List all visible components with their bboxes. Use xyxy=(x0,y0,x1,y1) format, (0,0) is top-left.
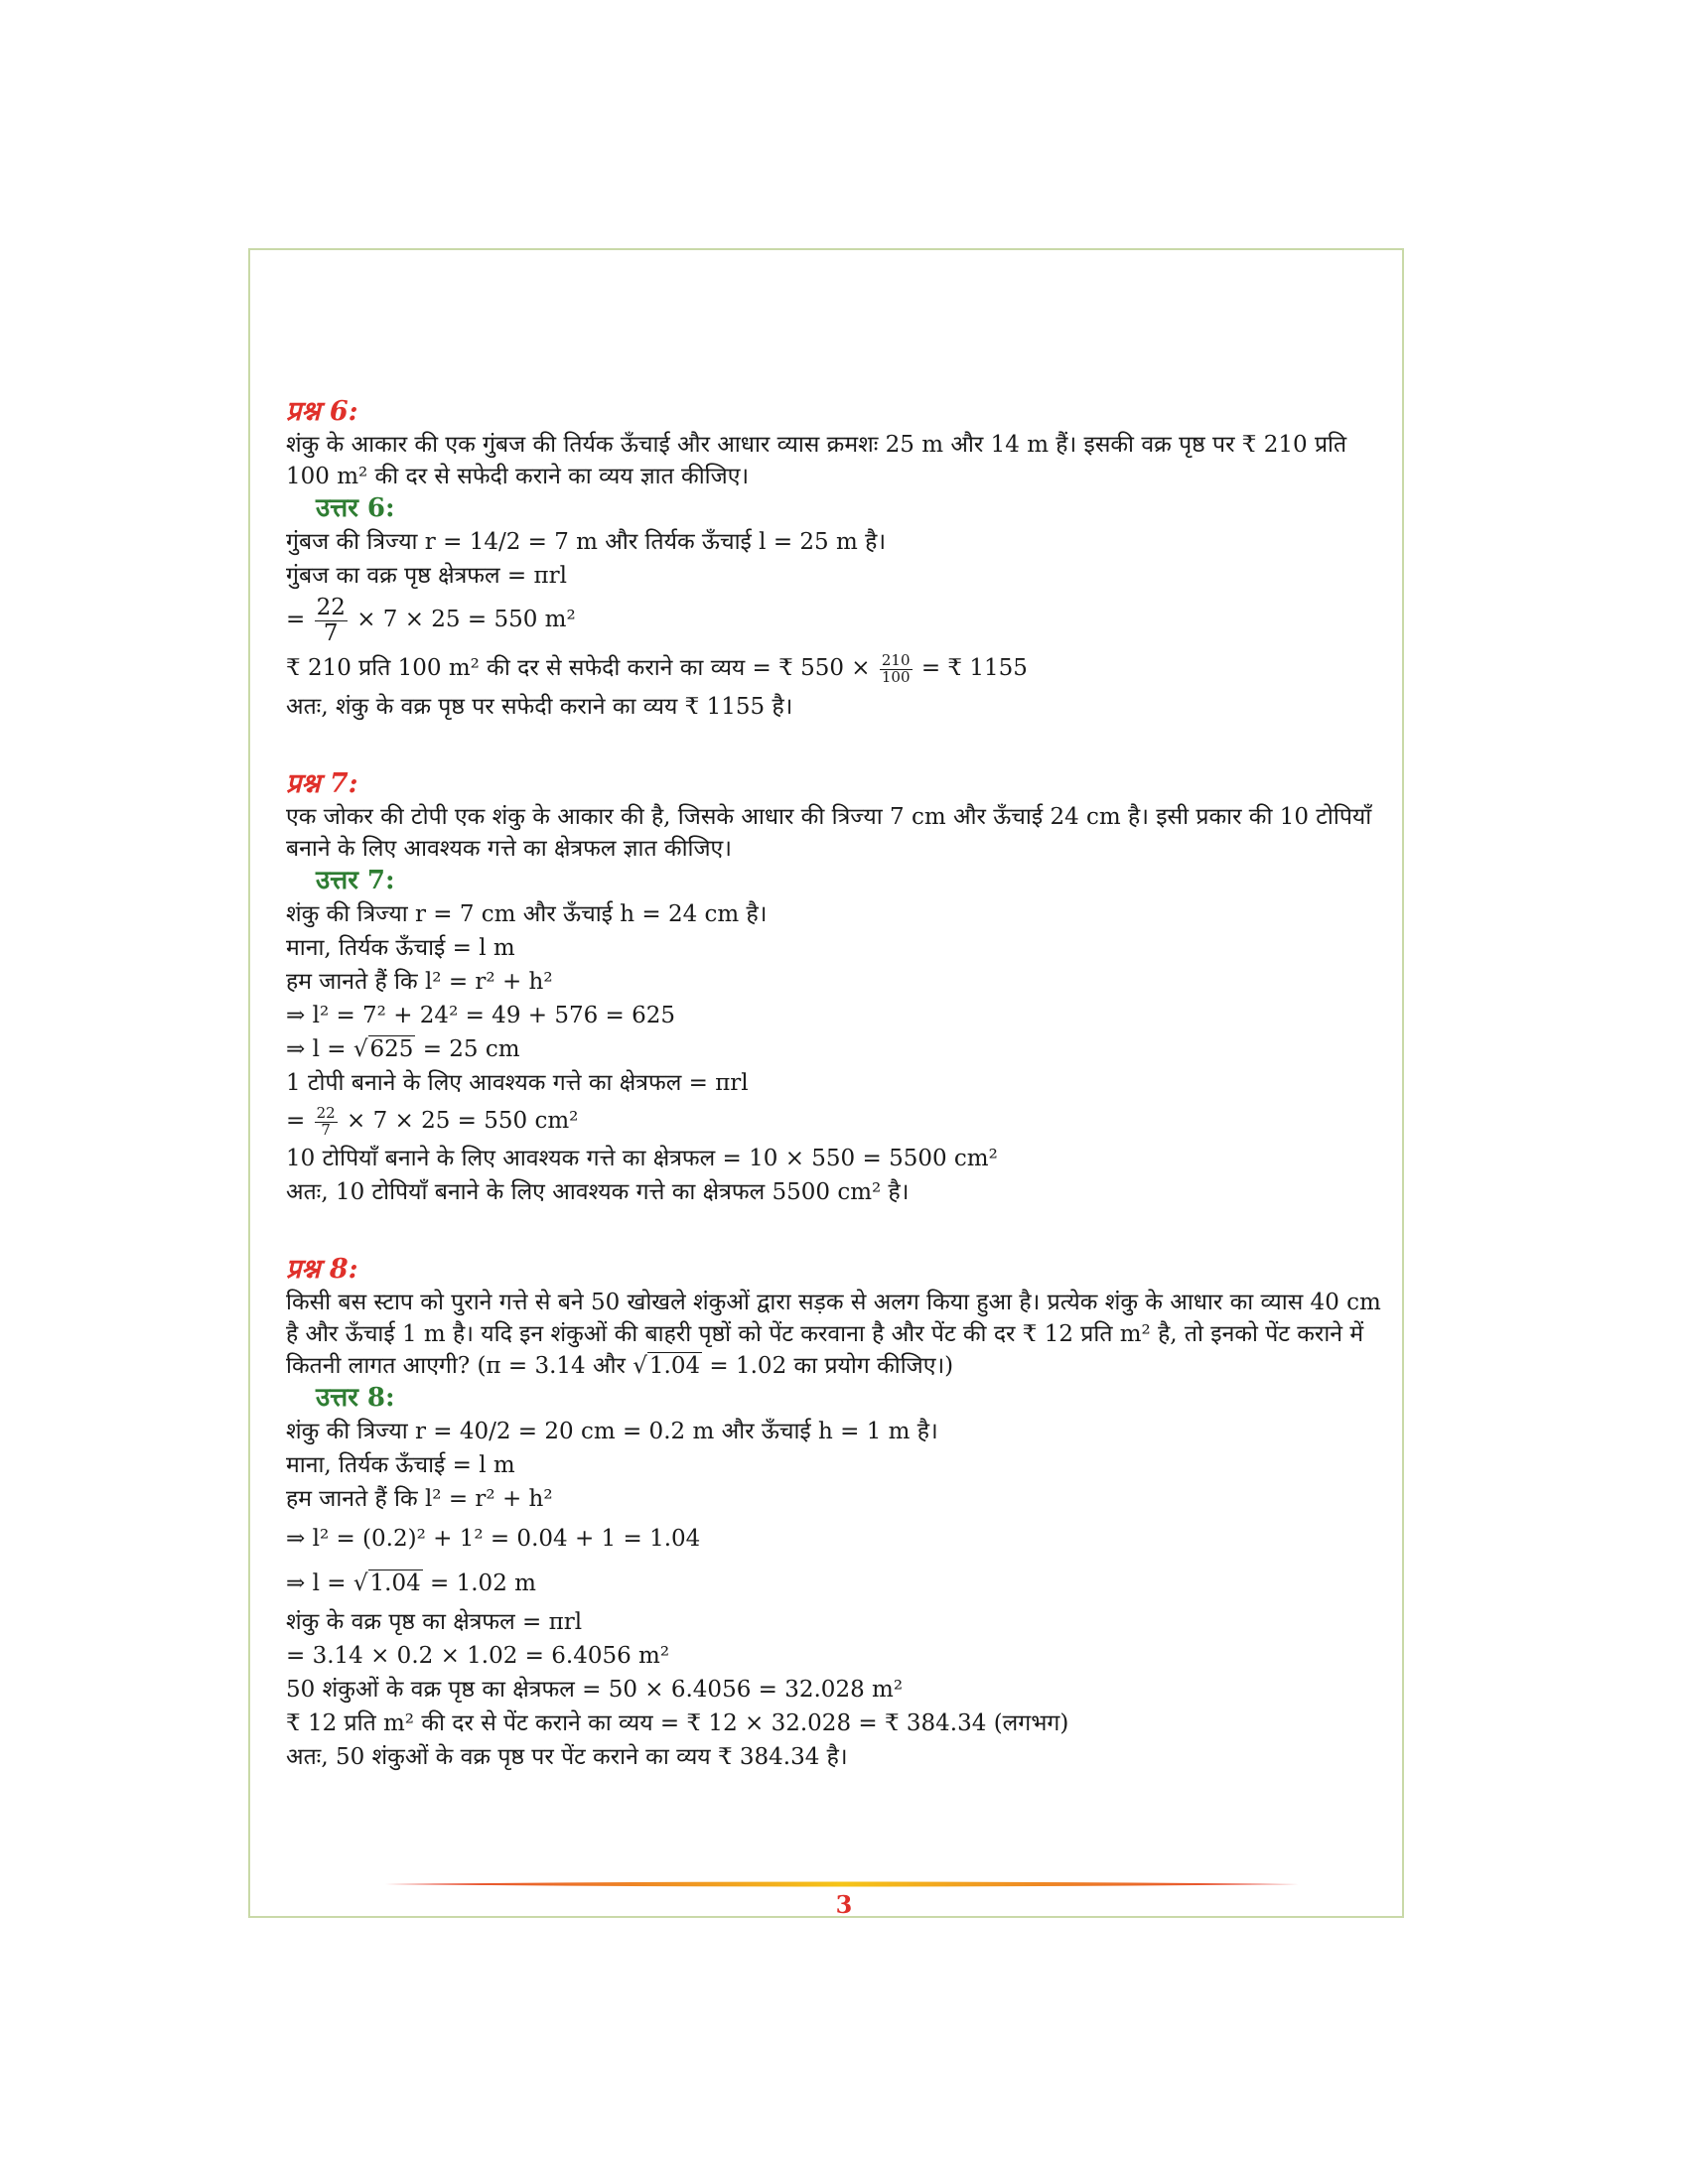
answer-8-line-8: 50 शंकुओं के वक्र पृष्ठ का क्षेत्रफल = 50 × 6.4056 = 32.028 m² xyxy=(286,1677,904,1703)
answer-6-line-2: गुंबज का वक्र पृष्ठ क्षेत्रफल = πrl xyxy=(286,563,567,589)
question-8-text xyxy=(286,1287,1384,1382)
fraction xyxy=(315,596,348,644)
answer-6-line-4-pre: ₹ 210 प्रति 100 m² की दर से सफेदी कराने का व्यय = ₹ 550 × xyxy=(286,655,871,681)
radicand: 625 xyxy=(369,1036,414,1062)
answer-6-line-3-pre: = xyxy=(286,607,306,632)
question-7-heading: प्रश्न 7: xyxy=(286,768,358,799)
question-8-text-a: किसी बस स्टाप को पुराने गत्ते से बने 50 खोखले शंकुओं द्वारा सड़क से अलग किया हुआ है। प्रत्येक शंकु के आधार का व्यास 40 cm है और ऊँचाई 1 m है। यदि इन शंकुओं की बाहरी पृष्ठों को पेंट करवाना है और पेंट की दर ₹ 12 प्रति m² है, तो इनको पेंट कराने में कितनी लागत आएगी? (π = 3.14 और xyxy=(286,1290,1381,1379)
fraction-denominator: 7 xyxy=(323,619,339,646)
answer-6-line-3 xyxy=(286,593,1384,646)
answer-7-line-5 xyxy=(286,1032,1384,1066)
answer-8-line-3: हम जानते हैं कि l² = r² + h² xyxy=(286,1486,553,1512)
answer-7-line-5-post: = 25 cm xyxy=(422,1036,520,1062)
fraction xyxy=(880,650,913,686)
answer-7-line-9: अतः, 10 टोपियाँ बनाने के लिए आवश्यक गत्ते का क्षेत्रफल 5500 cm² है। xyxy=(286,1179,910,1205)
question-8-heading: प्रश्न 8: xyxy=(286,1254,358,1285)
answer-7-line-6: 1 टोपी बनाने के लिए आवश्यक गत्ते का क्षेत्रफल = πrl xyxy=(286,1070,749,1096)
answer-8-line-5-post: = 1.02 m xyxy=(430,1570,536,1596)
question-8-text-b: = 1.02 का प्रयोग कीजिए।) xyxy=(709,1353,954,1379)
answer-8-line-2: माना, तिर्यक ऊँचाई = l m xyxy=(286,1452,515,1478)
radicand: 1.04 xyxy=(648,1353,701,1379)
question-6-text: शंकु के आकार की एक गुंबज की तिर्यक ऊँचाई और आधार व्यास क्रमशः 25 m और 14 m हैं। इसकी वक्र पृष्ठ पर ₹ 210 प्रति 100 m² की दर से सफेदी कराने का व्यय ज्ञात कीजिए। xyxy=(286,432,1347,489)
fraction-numerator: 210 xyxy=(881,650,911,669)
answer-7-line-5-pre: ⇒ l = xyxy=(286,1036,347,1062)
fraction-numerator: 22 xyxy=(316,1103,336,1122)
answer-6-line-1: गुंबज की त्रिज्या r = 14/2 = 7 m और तिर्यक ऊँचाई l = 25 m है। xyxy=(286,529,887,555)
fraction-numerator: 22 xyxy=(316,595,346,621)
answer-7-line-7 xyxy=(286,1100,1384,1142)
fraction-denominator: 7 xyxy=(321,1120,331,1139)
radicand: 1.04 xyxy=(369,1570,421,1596)
square-root: √1.04 xyxy=(352,1570,421,1596)
answer-6-line-4-post: = ₹ 1155 xyxy=(920,655,1028,681)
footer-divider xyxy=(385,1880,1299,1888)
answer-8-line-9: ₹ 12 प्रति m² की दर से पेंट कराने का व्यय = ₹ 12 × 32.028 = ₹ 384.34 (लगभग) xyxy=(286,1710,1069,1736)
answer-7-line-8: 10 टोपियाँ बनाने के लिए आवश्यक गत्ते का क्षेत्रफल = 10 × 550 = 5500 cm² xyxy=(286,1146,998,1171)
question-7-text: एक जोकर की टोपी एक शंकु के आकार की है, जिसके आधार की त्रिज्या 7 cm और ऊँचाई 24 cm है। इसी प्रकार की 10 टोपियाँ बनाने के लिए आवश्यक गत्ते का क्षेत्रफल ज्ञात कीजिए। xyxy=(286,804,1372,862)
section-gap xyxy=(286,724,1384,767)
question-6-heading: प्रश्न 6: xyxy=(286,396,358,427)
answer-8-line-5-pre: ⇒ l = xyxy=(286,1570,347,1596)
square-root: √625 xyxy=(352,1036,414,1062)
answer-6-line-5: अतः, शंकु के वक्र पृष्ठ पर सफेदी कराने का व्यय ₹ 1155 है। xyxy=(286,694,793,720)
answer-8-line-4: ⇒ l² = (0.2)² + 1² = 0.04 + 1 = 1.04 xyxy=(286,1526,701,1552)
page-number: 3 xyxy=(835,1890,853,1919)
answer-7-line-4: ⇒ l² = 7² + 24² = 49 + 576 = 625 xyxy=(286,1003,676,1028)
answer-7-heading: उत्तर 7: xyxy=(316,866,395,895)
answer-8-line-6: शंकु के वक्र पृष्ठ का क्षेत्रफल = πrl xyxy=(286,1609,583,1635)
answer-7-line-7-pre: = xyxy=(286,1108,306,1134)
answer-8-line-7: = 3.14 × 0.2 × 1.02 = 6.4056 m² xyxy=(286,1643,670,1669)
answer-7-line-3: हम जानते हैं कि l² = r² + h² xyxy=(286,969,553,995)
answer-6-line-4 xyxy=(286,646,1384,690)
fraction xyxy=(315,1103,338,1139)
answer-6-heading: उत्तर 6: xyxy=(316,493,395,523)
square-root: √1.04 xyxy=(633,1353,701,1379)
answer-7-line-7-post: × 7 × 25 = 550 cm² xyxy=(347,1108,579,1134)
answer-7-line-1: शंकु की त्रिज्या r = 7 cm और ऊँचाई h = 24 cm है। xyxy=(286,901,768,927)
answer-8-line-5 xyxy=(286,1562,1384,1605)
answer-7-line-2: माना, तिर्यक ऊँचाई = l m xyxy=(286,935,515,961)
answer-8-line-1: शंकु की त्रिज्या r = 40/2 = 20 cm = 0.2 m और ऊँचाई h = 1 m है। xyxy=(286,1419,938,1444)
answer-8-line-10: अतः, 50 शंकुओं के वक्र पृष्ठ पर पेंट कराने का व्यय ₹ 384.34 है। xyxy=(286,1744,848,1770)
page-content xyxy=(286,395,1384,1774)
answer-8-heading: उत्तर 8: xyxy=(316,1383,395,1413)
answer-6-line-3-post: × 7 × 25 = 550 m² xyxy=(356,607,576,632)
section-gap xyxy=(286,1209,1384,1253)
fraction-denominator: 100 xyxy=(881,667,911,686)
